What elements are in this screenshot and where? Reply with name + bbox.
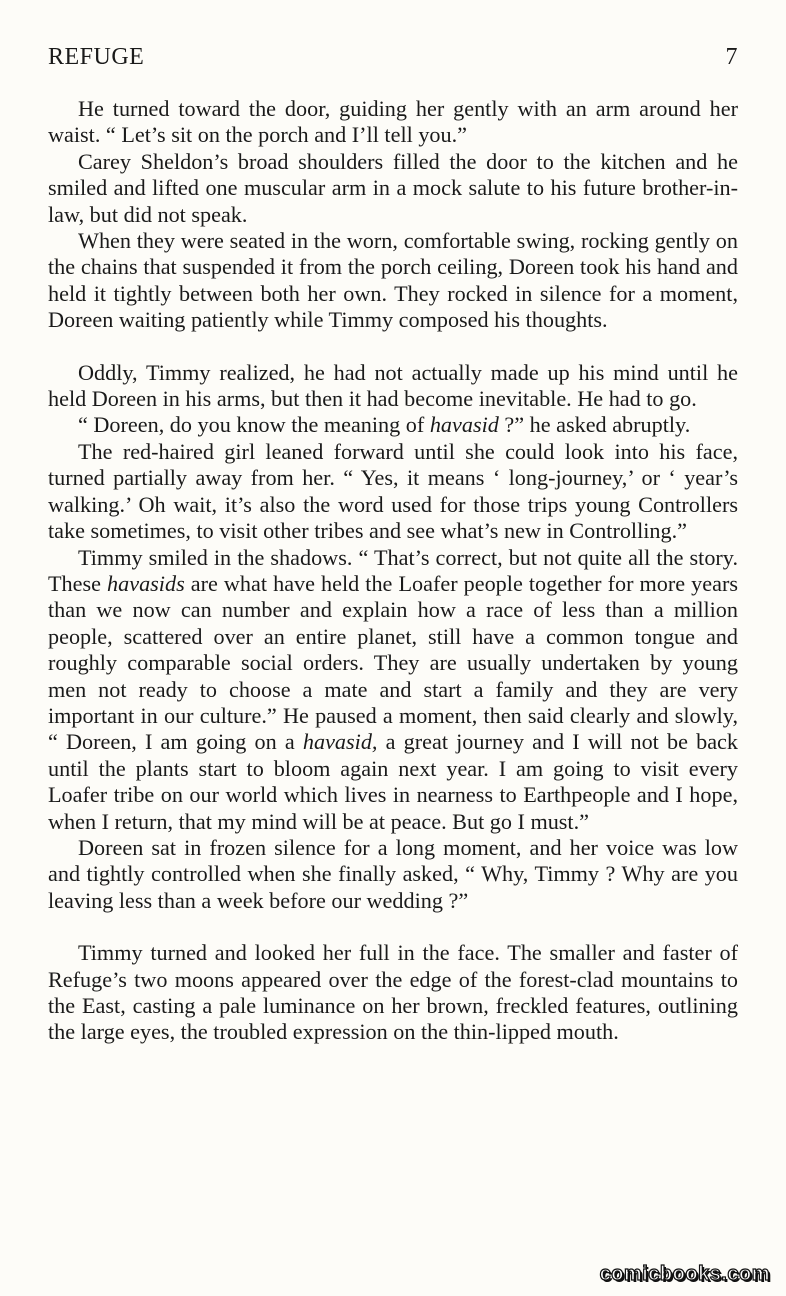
running-head xyxy=(48,44,738,78)
paragraph xyxy=(48,835,738,914)
text-run: Doreen sat in frozen silence for a long moment, and her voice was low and tightly controlled when she finally asked, “ Why, Timmy ? Why are you leaving less than a week before our wedding ?” xyxy=(48,834,738,913)
paragraph xyxy=(48,439,738,545)
text-run: Timmy smiled in the shadows. “ That’s correct, but not quite all the story. These xyxy=(48,544,738,596)
watermark-logo: comicbooks.com xyxy=(599,1263,770,1285)
paragraph xyxy=(48,412,738,438)
text-run: He turned toward the door, guiding her gently with an arm around her waist. “ Let’s sit on the porch and I’ll tell you.” xyxy=(48,96,738,148)
italic-term: havasids xyxy=(107,570,185,596)
text-run: Carey Sheldon’s broad shoulders filled the door to the kitchen and he smiled and lifted one muscular arm in a mock salute to his future brother-in-law, but did not speak. xyxy=(48,148,738,227)
text-run: When they were seated in the worn, comfortable swing, rocking gently on the chains that suspended it from the porch ceiling, Doreen took his hand and held it tightly between both her own. They rocked in silence for a moment, Doreen waiting patiently while Timmy composed his thoughts. xyxy=(48,228,738,333)
page-number: 7 xyxy=(725,44,738,70)
text-run: “ Doreen, do you know the meaning of xyxy=(78,412,430,438)
text-run: The red-haired girl leaned forward until she could look into his face, turned partially away from her. “ Yes, it means ‘ long-journey,’ or ‘ year’s walking.’ Oh wait, it’s also the word used for those trips young Controllers take sometimes, to visit other tribes and see what’s new in Controlling.” xyxy=(48,438,738,544)
paragraph xyxy=(48,228,738,334)
italic-term: havasid xyxy=(429,412,499,438)
italic-term: havasid, xyxy=(302,729,378,755)
text-run: a great journey and I will not be back until the plants start to bloom again next year. I am going to visit every Loafer tribe on our world which lives in nearness to Earthpeople and I hope, when I return, that my mind will be at peace. But go I must.” xyxy=(48,729,738,834)
paragraph xyxy=(48,360,738,413)
paragraph xyxy=(48,545,738,835)
text-run: are what have held the Loafer people together for more years than we now can number and explain how a race of less than a million people, scattered over an entire planet, still have a common tongue and roughly comparable social orders. They are usually undertaken by young men not ready to choose a mate and start a family and they are very important in our culture.” He paused a moment, then said clearly and slowly, “ Doreen, I am going on a xyxy=(48,570,738,755)
text-run: ?” he asked abruptly. xyxy=(498,412,691,438)
running-title: REFUGE xyxy=(48,44,145,70)
paragraph xyxy=(48,149,738,228)
paragraph xyxy=(48,940,738,1046)
paragraph xyxy=(48,96,738,149)
body-text xyxy=(48,96,738,1046)
text-run: Timmy turned and looked her full in the face. The smaller and faster of Refuge’s two moons appeared over the edge of the forest-clad mountains to the East, casting a pale luminance on her brown, freckled features, outlining the large eyes, the troubled expression on the thin-lipped mouth. xyxy=(48,940,738,1045)
text-run: Oddly, Timmy realized, he had not actually made up his mind until he held Doreen in his arms, but then it had become inevitable. He had to go. xyxy=(48,359,738,412)
